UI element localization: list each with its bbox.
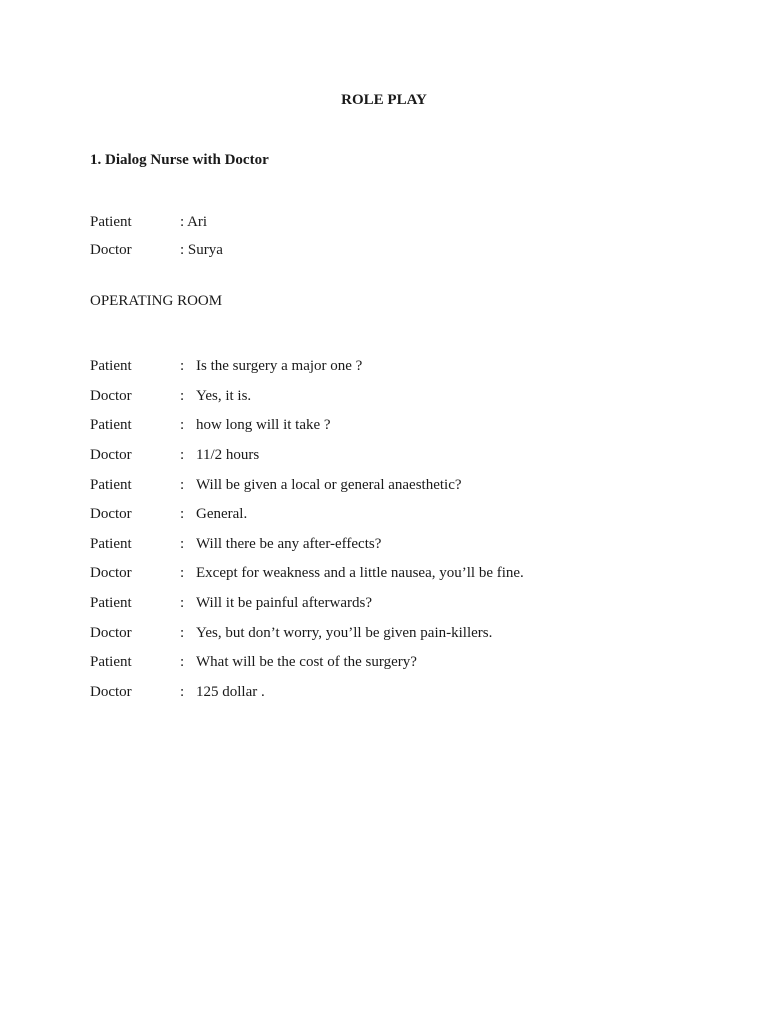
cast-list [90, 208, 223, 264]
separator: : [180, 476, 185, 493]
separator: : [180, 683, 185, 700]
dialog-line [90, 470, 524, 500]
utterance: General. [196, 506, 248, 523]
separator: : [180, 624, 185, 641]
dialog-line [90, 618, 524, 648]
dialog-list [90, 352, 524, 707]
speaker: Patient [90, 535, 132, 552]
section-title: OPERATING ROOM [90, 293, 223, 309]
utterance: Will be given a local or general anaesthetic? [196, 476, 462, 493]
cast-role: Patient [90, 213, 132, 230]
dialog-line [90, 530, 524, 560]
dialog-heading: 1. Dialog Nurse with Doctor [90, 152, 269, 168]
cast-role: Doctor [90, 241, 132, 258]
speaker: Patient [90, 654, 132, 671]
cast-name: : Ari [180, 213, 208, 230]
utterance: 11/2 hours [196, 447, 260, 464]
speaker: Patient [90, 595, 132, 612]
utterance: Will it be painful afterwards? [196, 595, 372, 612]
separator: : [180, 447, 185, 464]
document-title: ROLE PLAY [341, 92, 427, 108]
separator: : [180, 387, 185, 404]
speaker: Patient [90, 358, 132, 375]
speaker: Doctor [90, 506, 132, 523]
separator: : [180, 506, 185, 523]
utterance: Yes, it is. [196, 387, 252, 404]
separator: : [180, 654, 185, 671]
dialog-line [90, 441, 524, 471]
cast-name: : Surya [180, 241, 223, 258]
separator: : [180, 595, 185, 612]
speaker: Patient [90, 417, 132, 434]
dialog-line [90, 352, 524, 382]
speaker: Doctor [90, 565, 132, 582]
speaker: Doctor [90, 447, 132, 464]
dialog-line [90, 678, 524, 708]
utterance: Yes, but don’t worry, you’ll be given pain-killers. [196, 624, 493, 641]
utterance: Is the surgery a major one ? [196, 358, 363, 375]
speaker: Doctor [90, 683, 132, 700]
separator: : [180, 565, 185, 582]
separator: : [180, 417, 185, 434]
utterance: What will be the cost of the surgery? [196, 654, 417, 671]
utterance: Except for weakness and a little nausea, you’ll be fine. [196, 565, 524, 582]
dialog-line [90, 500, 524, 530]
utterance: how long will it take ? [196, 417, 331, 434]
cast-row [90, 236, 223, 264]
utterance: Will there be any after-effects? [196, 535, 382, 552]
speaker: Doctor [90, 624, 132, 641]
dialog-line [90, 589, 524, 619]
speaker: Patient [90, 476, 132, 493]
separator: : [180, 535, 185, 552]
cast-row [90, 208, 223, 236]
dialog-line [90, 411, 524, 441]
dialog-line [90, 648, 524, 678]
separator: : [180, 358, 185, 375]
dialog-line [90, 559, 524, 589]
dialog-line [90, 382, 524, 412]
speaker: Doctor [90, 387, 132, 404]
utterance: 125 dollar . [196, 683, 265, 700]
